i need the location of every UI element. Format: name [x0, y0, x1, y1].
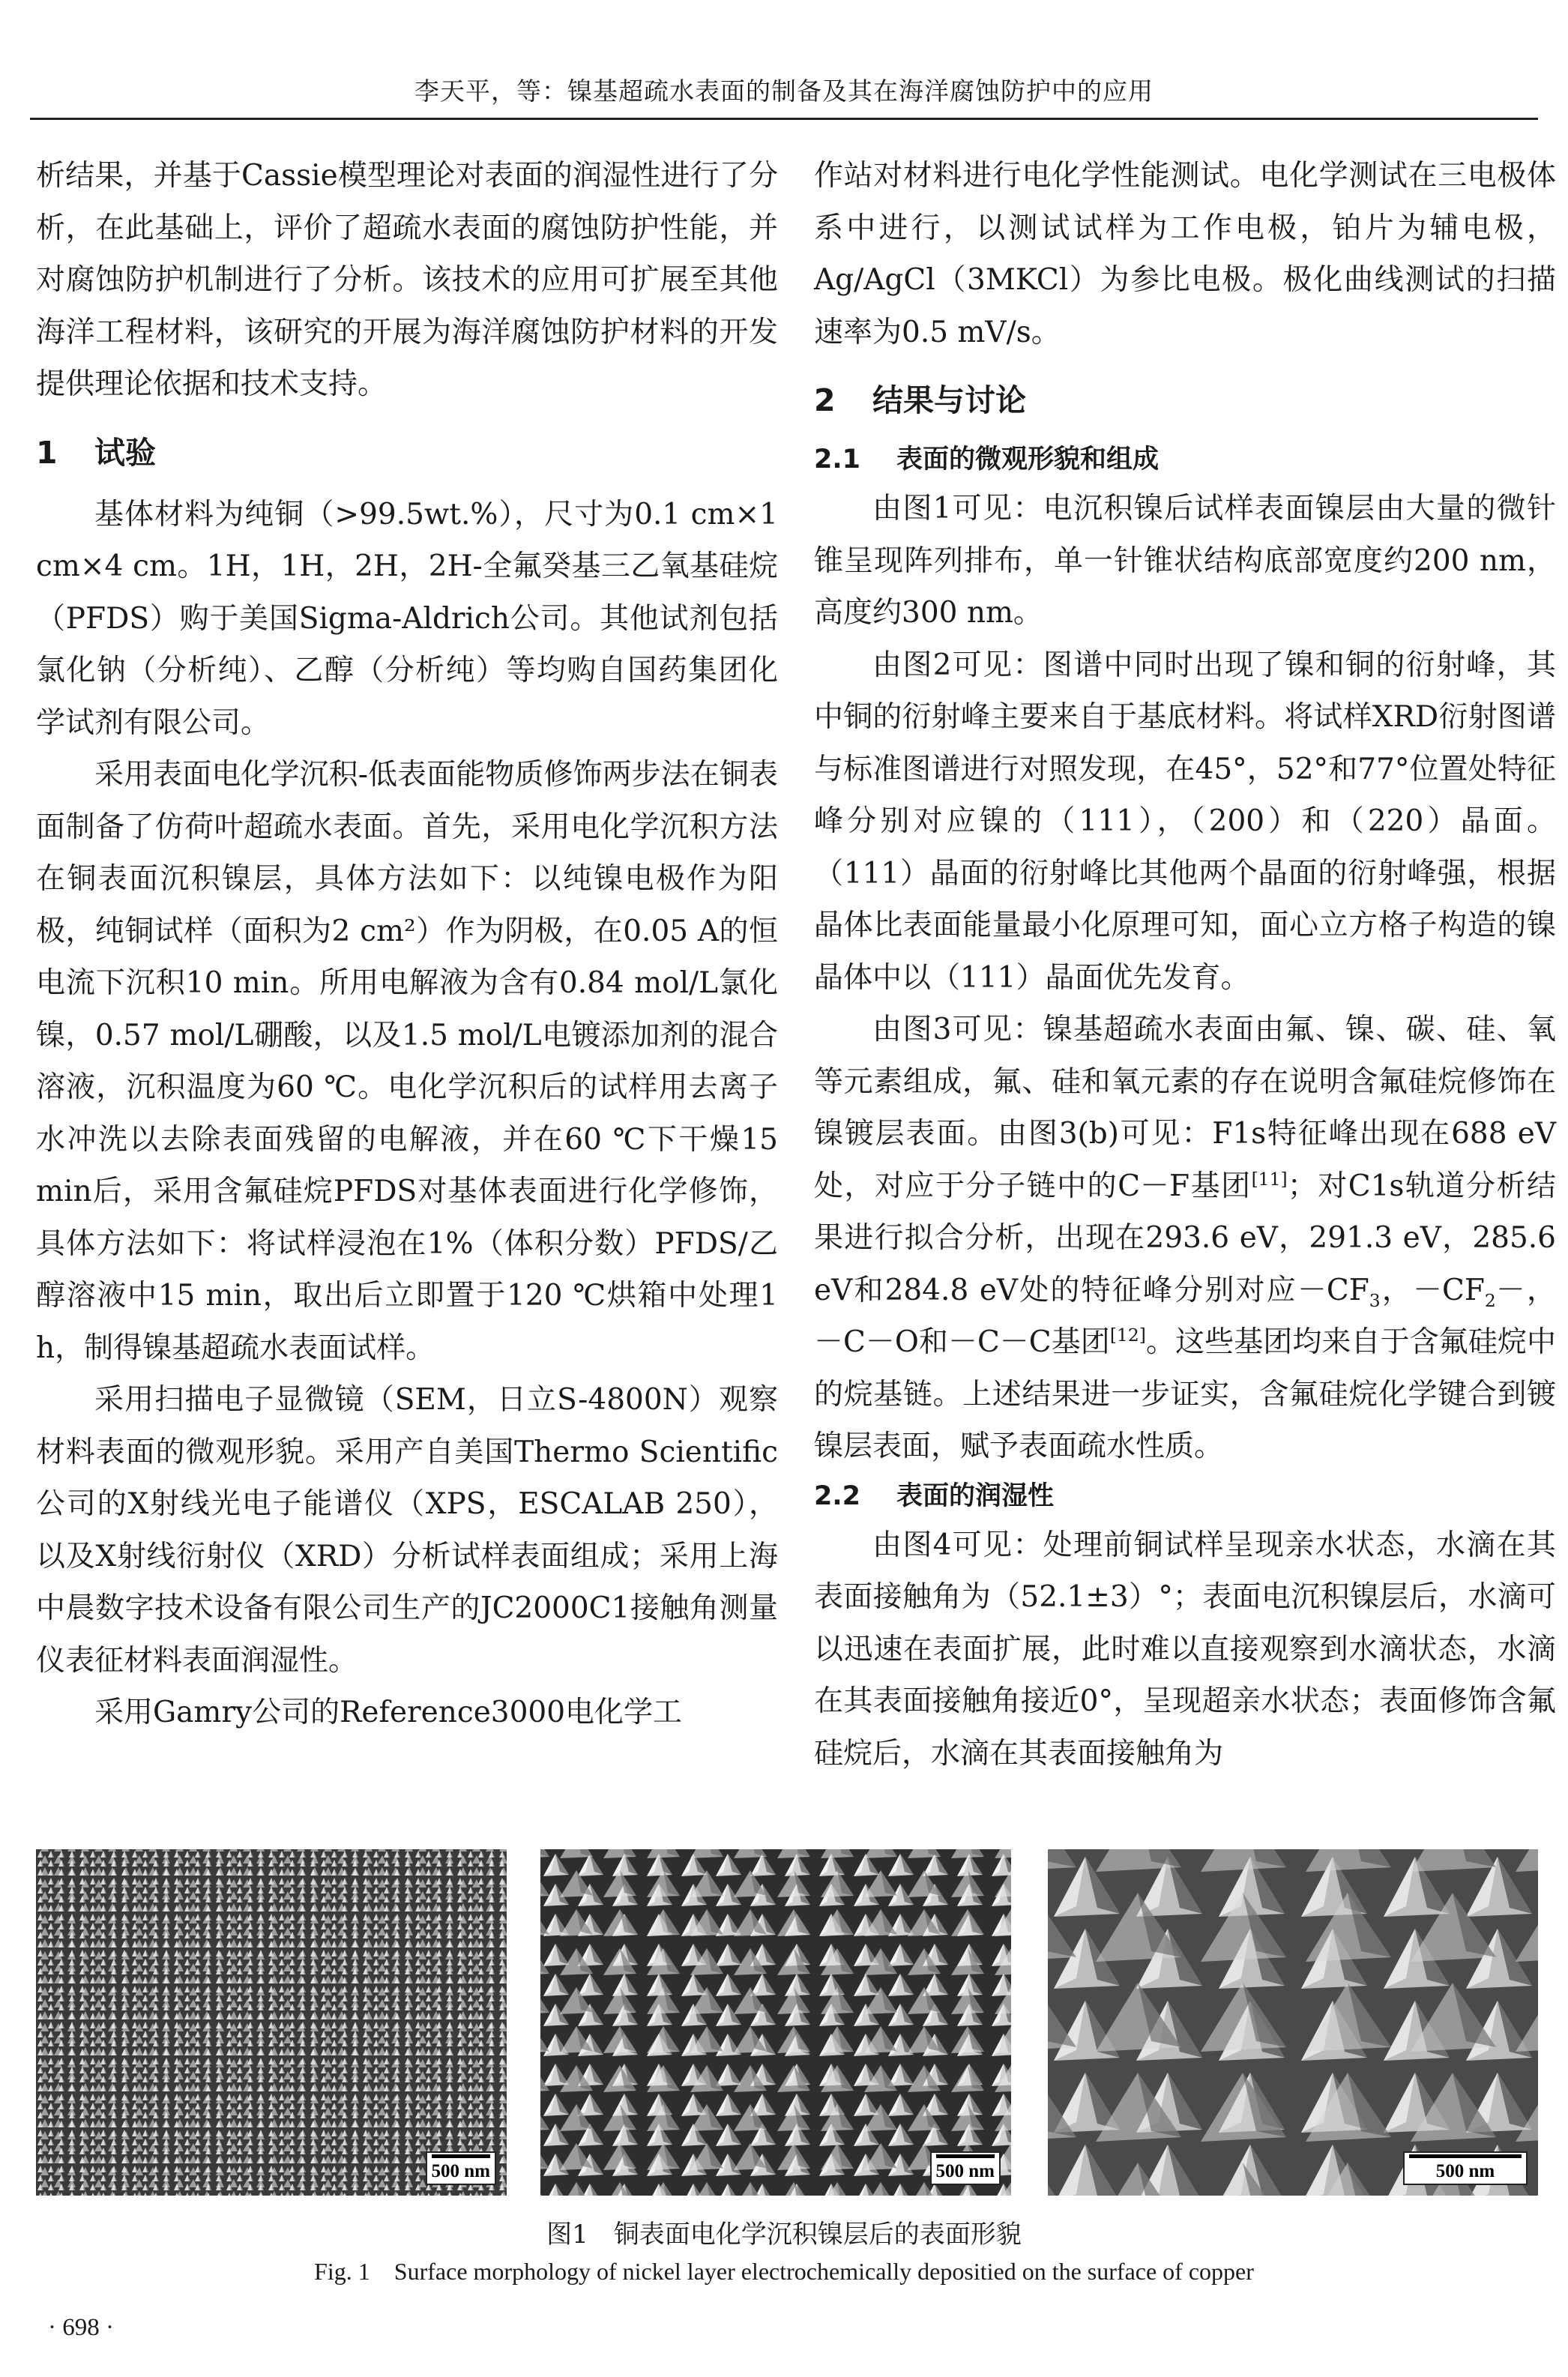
scale-bar-label: 500 nm	[935, 2161, 995, 2181]
intro-paragraph: 析结果，并基于Cassie模型理论对表面的润湿性进行了分析，在此基础上，评价了超疏水表面的腐蚀防护性能，并对腐蚀防护机制进行了分析。该技术的应用可扩展至其他海洋工程材料，该研究的开展为海洋腐蚀防护材料的开发提供理论依据和技术支持。	[36, 159, 778, 401]
section-number: 1	[36, 434, 58, 471]
sem-texture-fine	[36, 1849, 507, 2196]
scale-bar	[1403, 2151, 1528, 2185]
citation-ref: [11]	[1251, 1168, 1288, 1190]
subsection-2-1-heading	[814, 436, 1556, 483]
text-run: 。这些基团均来自于含氟硅烷中的烷基链。上述结果进一步证实，含氟硅烷化学键合到镀镍层表面，赋予表面疏水性质。	[814, 1325, 1556, 1463]
subsection-number: 2.1	[814, 445, 861, 475]
header-rule	[30, 118, 1538, 120]
right-column	[814, 150, 1556, 1780]
citation-ref: [12]	[1109, 1325, 1146, 1346]
paragraph: 采用Gamry公司的Reference3000电化学工	[94, 1696, 683, 1729]
page-number: · 698 ·	[48, 2314, 114, 2341]
sem-texture-medium	[540, 1849, 1011, 2196]
sem-image-c	[1048, 1849, 1538, 2196]
sem-image-a	[36, 1849, 507, 2196]
sem-texture-coarse	[1048, 1849, 1538, 2196]
paragraph: 基体材料为纯铜（>99.5wt.%），尺寸为0.1 cm×1 cm×4 cm。1H，1H，2H，2H-全氟癸基三乙氧基硅烷（PFDS）购于美国Sigma-Aldrich公司。其他试剂包括氯化钠（分析纯）、乙醇（分析纯）等均购自国药集团化学试剂有限公司。	[36, 497, 778, 740]
section-2-heading	[814, 358, 1556, 436]
subsection-number: 2.2	[814, 1480, 861, 1511]
figure-caption-en: Fig. 1 Surface morphology of nickel layer electrochemically depositied on the surface of copper	[314, 2258, 1254, 2285]
sem-image-b	[540, 1849, 1011, 2196]
continuation-paragraph: 作站对材料进行电化学性能测试。电化学测试在三电极体系中进行，以测试试样为工作电极，铂片为辅电极，Ag/AgCl（3MKCl）为参比电极。极化曲线测试的扫描速率为0.5 mV/s。	[814, 159, 1556, 349]
scale-bar-label: 500 nm	[1435, 2161, 1495, 2181]
paragraph: 采用表面电化学沉积-低表面能物质修饰两步法在铜表面制备了仿荷叶超疏水表面。首先，采用电化学沉积方法在铜表面沉积镍层，具体方法如下：以纯镍电极作为阳极，纯铜试样（面积为2 cm²）作为阴极，在0.05 A的恒电流下沉积10 min。所用电解液为含有0.84 mol/L氯化镍，0.57 mol/L硼酸，以及1.5 mol/L电镀添加剂的混合溶液，沉积温度为60 ℃。电化学沉积后的试样用去离子水冲洗以去除表面残留的电解液，并在60 ℃下干燥15 min后，采用含氟硅烷PFDS对基体表面进行化学修饰，具体方法如下：将试样浸泡在1%（体积分数）PFDS/乙醇溶液中15 min，取出后立即置于120 ℃烘箱中处理1 h，制得镍基超疏水表面试样。	[36, 758, 778, 1365]
scale-bar-line	[432, 2154, 490, 2158]
paragraph-with-refs	[814, 1004, 1556, 1473]
subsection-2-2-heading	[814, 1473, 1556, 1519]
figure-caption-zh: 图1 铜表面电化学沉积镍层后的表面形貌	[546, 2220, 1022, 2250]
text-run: ；对C1s轨道分析结果进行拟合分析，出现在293.6 eV，291.3 eV，285.6 eV和284.8 eV处的特征峰分别对应－CF	[814, 1169, 1556, 1307]
section-number: 2	[814, 382, 836, 418]
scale-bar-label: 500 nm	[431, 2161, 490, 2181]
subsection-title: 表面的润湿性	[896, 1480, 1055, 1511]
figure-1	[36, 1849, 1538, 2197]
scale-bar-line	[936, 2154, 995, 2158]
text-run: ，－CF	[1380, 1273, 1485, 1307]
section-title: 结果与讨论	[872, 382, 1026, 418]
paragraph: 由图4可见：处理前铜试样呈现亲水状态，水滴在其表面接触角为（52.1±3）°；表面电沉积镍层后，水滴可以迅速在表面扩展，此时难以直接观察到水滴状态，水滴在其表面接触角接近0°，呈现超亲水状态；表面修饰含氟硅烷后，水滴在其表面接触角为	[814, 1528, 1556, 1771]
paragraph: 由图2可见：图谱中同时出现了镍和铜的衍射峰，其中铜的衍射峰主要来自于基底材料。将试样XRD衍射图谱与标准图谱进行对照发现，在45°，52°和77°位置处特征峰分别对应镍的（111），（200）和（220）晶面。（111）晶面的衍射峰比其他两个晶面的衍射峰强，根据晶体比表面能量最小化原理可知，面心立方格子构造的镍晶体中以（111）晶面优先发育。	[814, 648, 1556, 995]
running-header: 李天平，等：镍基超疏水表面的制备及其在海洋腐蚀防护中的应用	[414, 76, 1154, 106]
section-title: 试验	[94, 434, 156, 471]
subscript: 2	[1484, 1289, 1496, 1311]
left-column	[36, 150, 778, 1739]
paragraph: 由图1可见：电沉积镍后试样表面镍层由大量的微针锥呈现阵列排布，单一针锥状结构底部宽度约200 nm，高度约300 nm。	[814, 492, 1556, 630]
scale-bar	[426, 2151, 496, 2185]
section-1-heading	[36, 411, 778, 489]
scale-bar-line	[1409, 2154, 1522, 2158]
paragraph: 采用扫描电子显微镜（SEM，日立S-4800N）观察材料表面的微观形貌。采用产自美国Thermo Scientific公司的X射线光电子能谱仪（XPS，ESCALAB 250），以及X射线衍射仪（XRD）分析试样表面组成；采用上海中晨数字技术设备有限公司生产的JC2000C1接触角测量仪表征材料表面润湿性。	[36, 1383, 778, 1678]
subscript: 3	[1369, 1289, 1381, 1311]
scale-bar	[930, 2151, 1001, 2185]
text-run: －，－C－O和－C－C基团	[814, 1273, 1556, 1359]
text-run: 由图3可见：镍基超疏水表面由氟、镍、碳、硅、氧等元素组成，氟、硅和氧元素的存在说明含氟硅烷修饰在镍镀层表面。由图3(b)可见：F1s特征峰出现在688 eV处，对应于分子链中的C－F基团	[814, 1013, 1556, 1203]
subsection-title: 表面的微观形貌和组成	[896, 445, 1160, 475]
